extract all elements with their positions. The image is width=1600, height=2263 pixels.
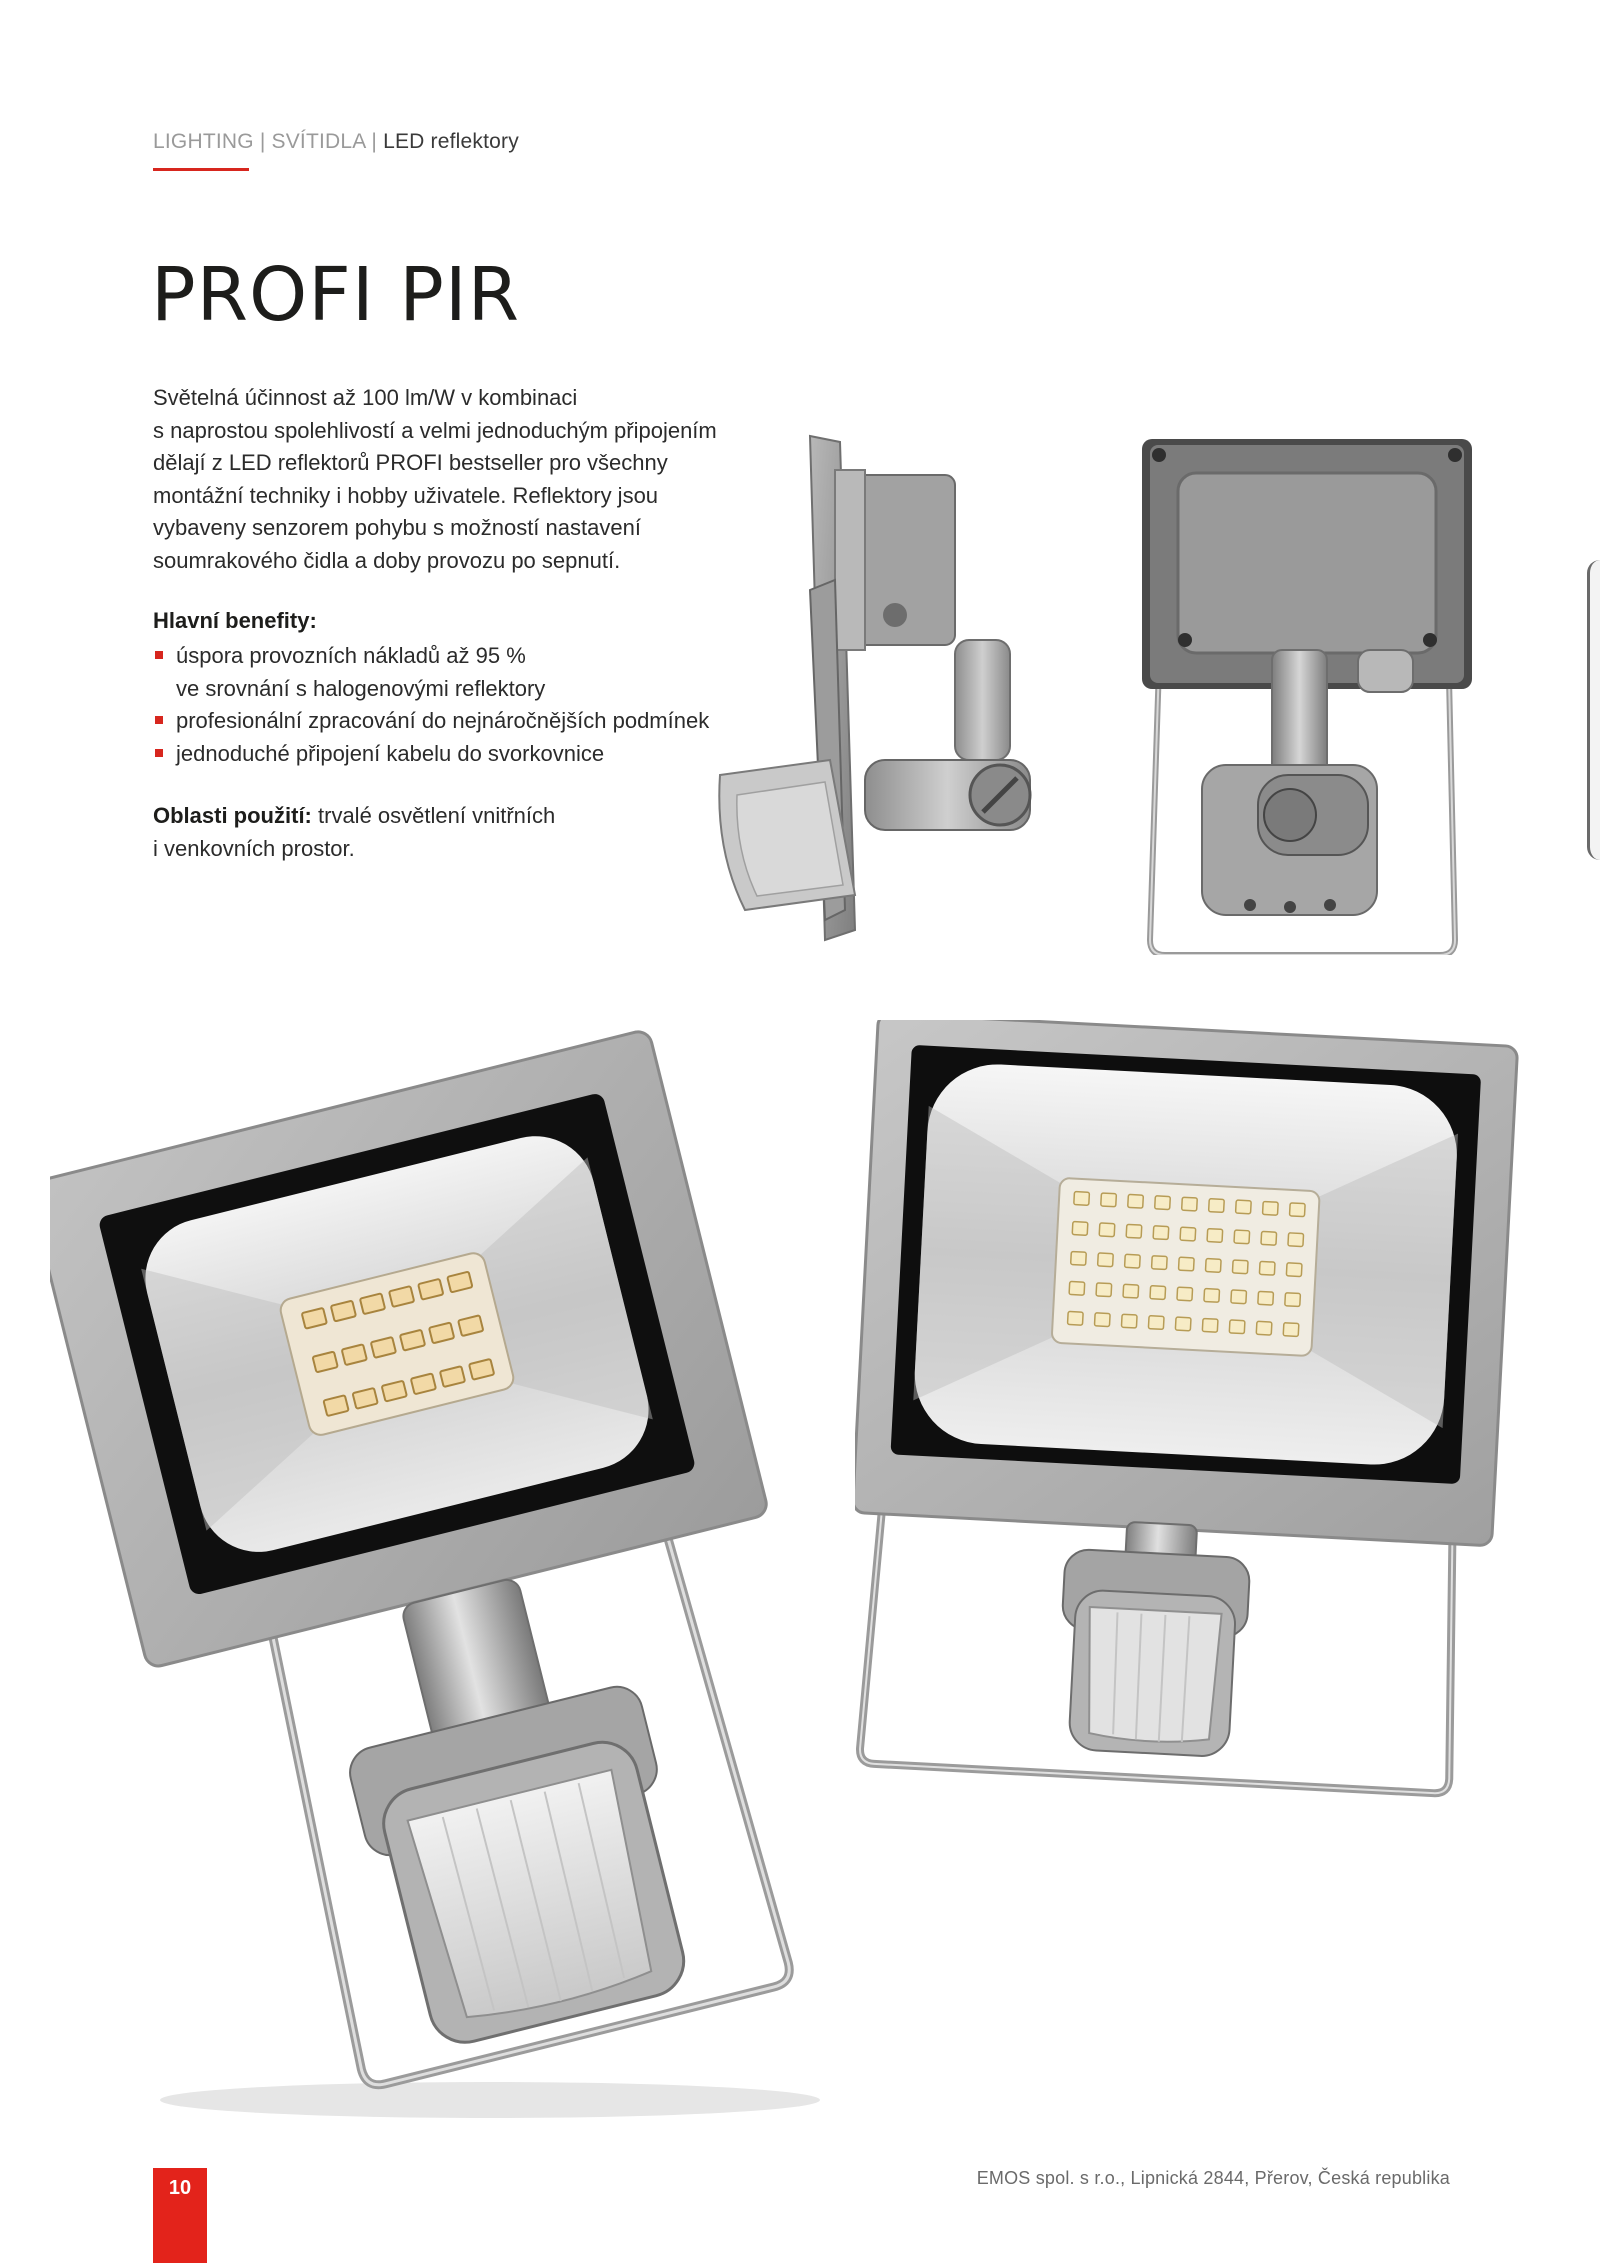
intro-line: Světelná účinnost až 100 lm/W v kombinaci (153, 385, 578, 410)
benefit-text: jednoduché připojení kabelu do svorkovnice (176, 740, 605, 766)
bullet-icon (155, 749, 163, 757)
benefit-item (153, 640, 793, 705)
areas-label: Oblasti použití: (153, 803, 312, 828)
areas-of-use (153, 800, 613, 865)
breadcrumb-underline (153, 168, 249, 171)
floodlight-rear-view-image (1140, 435, 1475, 955)
footer-company-address: EMOS spol. s r.o., Lipnická 2844, Přerov, Česká republika (976, 2168, 1450, 2188)
benefit-text: úspora provozních nákladů až 95 % (176, 643, 526, 668)
benefit-item (153, 705, 793, 738)
benefit-item (153, 738, 793, 771)
intro-line: s naprostou spolehlivostí a velmi jednoduchým připojením (153, 417, 717, 443)
breadcrumb-current: LED reflektory (383, 130, 519, 153)
benefit-text: ve srovnání s halogenovými reflektory (176, 675, 546, 701)
intro-line: dělají z LED reflektorů PROFI bestseller pro všechny (153, 450, 668, 475)
bullet-icon (155, 651, 163, 659)
benefits-heading: Hlavní benefity: (153, 608, 317, 633)
breadcrumb-separator: | (365, 130, 384, 153)
intro-paragraph (153, 382, 773, 577)
benefits-list (153, 640, 793, 770)
breadcrumb-lighting[interactable]: LIGHTING (153, 130, 254, 153)
bullet-icon (155, 716, 163, 724)
page-edge-tab (1587, 560, 1600, 860)
areas-text: i venkovních prostor. (153, 835, 355, 861)
breadcrumb-separator: | (253, 130, 272, 153)
areas-text: trvalé osvětlení vnitřních (311, 803, 556, 828)
page-number: 10 (153, 2168, 207, 2263)
floodlight-front-small-led-image (50, 975, 930, 2135)
intro-line: soumrakového čidla a doby provozu po sepnutí. (153, 547, 621, 573)
intro-line: montážní techniky i hobby uživatele. Reflektory jsou (153, 482, 659, 508)
intro-line: vybaveny senzorem pohybu s možností nastavení (153, 515, 641, 540)
benefit-text: profesionální zpracování do nejnáročnějších podmínek (176, 708, 710, 733)
page-title: PROFI PIR (151, 252, 521, 338)
floodlight-front-large-led-image (855, 1020, 1535, 1820)
floodlight-side-view-image (715, 430, 1095, 950)
breadcrumb (153, 130, 519, 154)
breadcrumb-svitidla[interactable]: SVÍTIDLA (271, 130, 366, 153)
